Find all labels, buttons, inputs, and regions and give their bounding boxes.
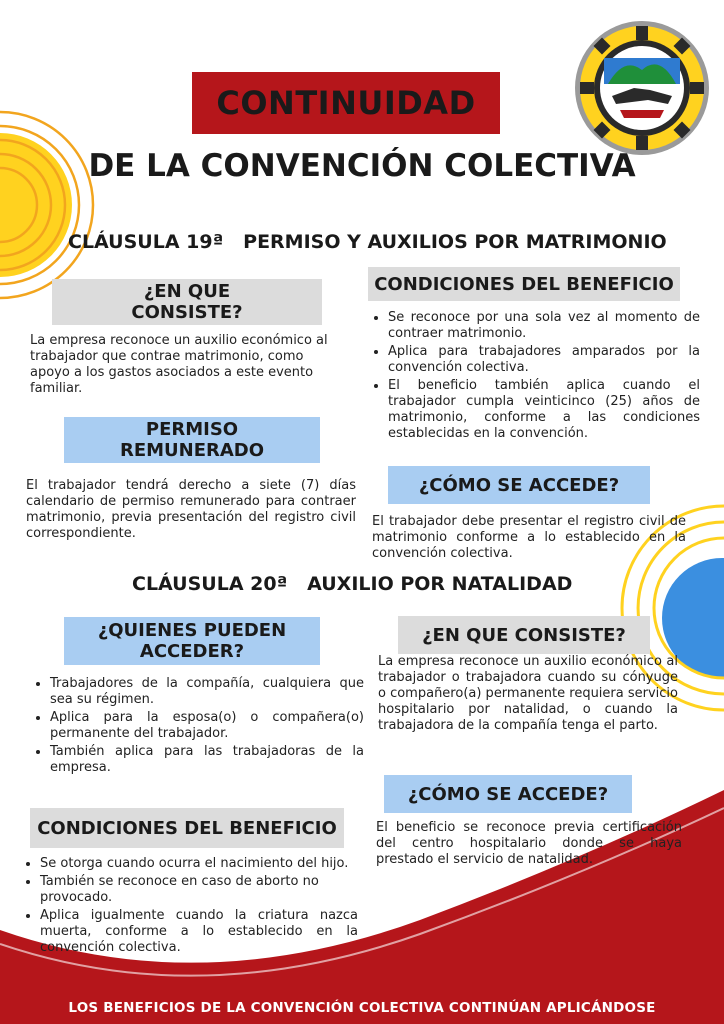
heading-line: CONSISTE? (131, 302, 243, 323)
clause-19-title: CLÁUSULA 19ª PERMISO Y AUXILIOS POR MATRIMONIO (68, 231, 667, 253)
clause-20-quienes-list (28, 676, 364, 778)
clause-19-en-que-consiste-text: La empresa reconoce un auxilio económico al trabajador que contrae matrimonio, como apoyo a los gastos asociados a este evento familiar. (30, 333, 328, 396)
list-item: • Trabajadores de la compañía, cualquiera que sea su régimen. (50, 676, 364, 708)
clause-20-condiciones-list (18, 856, 358, 958)
heading-line: ¿QUIENES PUEDEN (97, 620, 287, 641)
heading-line: PERMISO (145, 419, 239, 440)
clause-20-title: CLÁUSULA 20ª AUXILIO POR NATALIDAD (132, 573, 573, 595)
list-item: • Aplica para trabajadores amparados por la convención colectiva. (388, 344, 700, 376)
union-logo-icon (572, 18, 712, 158)
clause-19-como-accede-text: El trabajador debe presentar el registro civil de matrimonio conforme a lo establecido en la convención colectiva. (372, 514, 686, 561)
heading-line: ACCEDER? (139, 641, 245, 662)
list-item: • Se reconoce por una sola vez al momento de contraer matrimonio. (388, 310, 700, 342)
list-item: • También aplica para las trabajadoras de la empresa. (50, 744, 364, 776)
list-item: • También se reconoce en caso de aborto no provocado. (40, 874, 358, 906)
page-title: CONTINUIDAD (192, 72, 500, 134)
clause-20-en-que-consiste-heading: ¿EN QUE CONSISTE? (398, 616, 650, 654)
clause-20-condiciones-heading: CONDICIONES DEL BENEFICIO (30, 808, 344, 848)
list-item: • Aplica igualmente cuando la criatura nazca muerta, conforme a lo establecido en la convención colectiva. (40, 908, 358, 956)
clause-20-como-accede-heading: ¿CÓMO SE ACCEDE? (384, 775, 632, 813)
clause-19-como-accede-heading: ¿CÓMO SE ACCEDE? (388, 466, 650, 504)
clause-20-en-que-consiste-text: La empresa reconoce un auxilio económico al trabajador o trabajadora cuando su cónyuge o compañero(a) permanente requiera servicio hospitalario por natalidad, o cuando la trabajadora de la compañía tenga el parto. (378, 654, 678, 733)
left-circle-decoration (0, 112, 93, 298)
clause-20-quienes-heading (64, 617, 320, 665)
footer-banner-text: LOS BENEFICIOS DE LA CONVENCIÓN COLECTIVA CONTINÚAN APLICÁNDOSE (68, 1000, 656, 1016)
heading-line: REMUNERADO (119, 440, 265, 461)
clause-19-permiso-heading (64, 417, 320, 463)
heading-line: ¿EN QUE (143, 281, 231, 302)
list-item: • Se otorga cuando ocurra el nacimiento del hijo. (40, 856, 358, 872)
list-item: • Aplica para la esposa(o) o compañera(o) permanente del trabajador. (50, 710, 364, 742)
clause-20-como-accede-text: El beneficio se reconoce previa certificación del centro hospitalario donde se haya prestado el servicio de natalidad. (376, 820, 682, 867)
clause-19-en-que-consiste-heading (52, 279, 322, 325)
clause-19-condiciones-heading: CONDICIONES DEL BENEFICIO (368, 267, 680, 301)
clause-19-condiciones-list (366, 310, 700, 444)
page-subtitle: DE LA CONVENCIÓN COLECTIVA (88, 148, 636, 184)
list-item: • El beneficio también aplica cuando el trabajador cumpla veinticinco (25) años de matrimonio, conforme a las condiciones establecidas en la convención. (388, 378, 700, 442)
clause-19-permiso-text: El trabajador tendrá derecho a siete (7) días calendario de permiso remunerado para contraer matrimonio, previa presentación del registro civil correspondiente. (26, 478, 356, 541)
